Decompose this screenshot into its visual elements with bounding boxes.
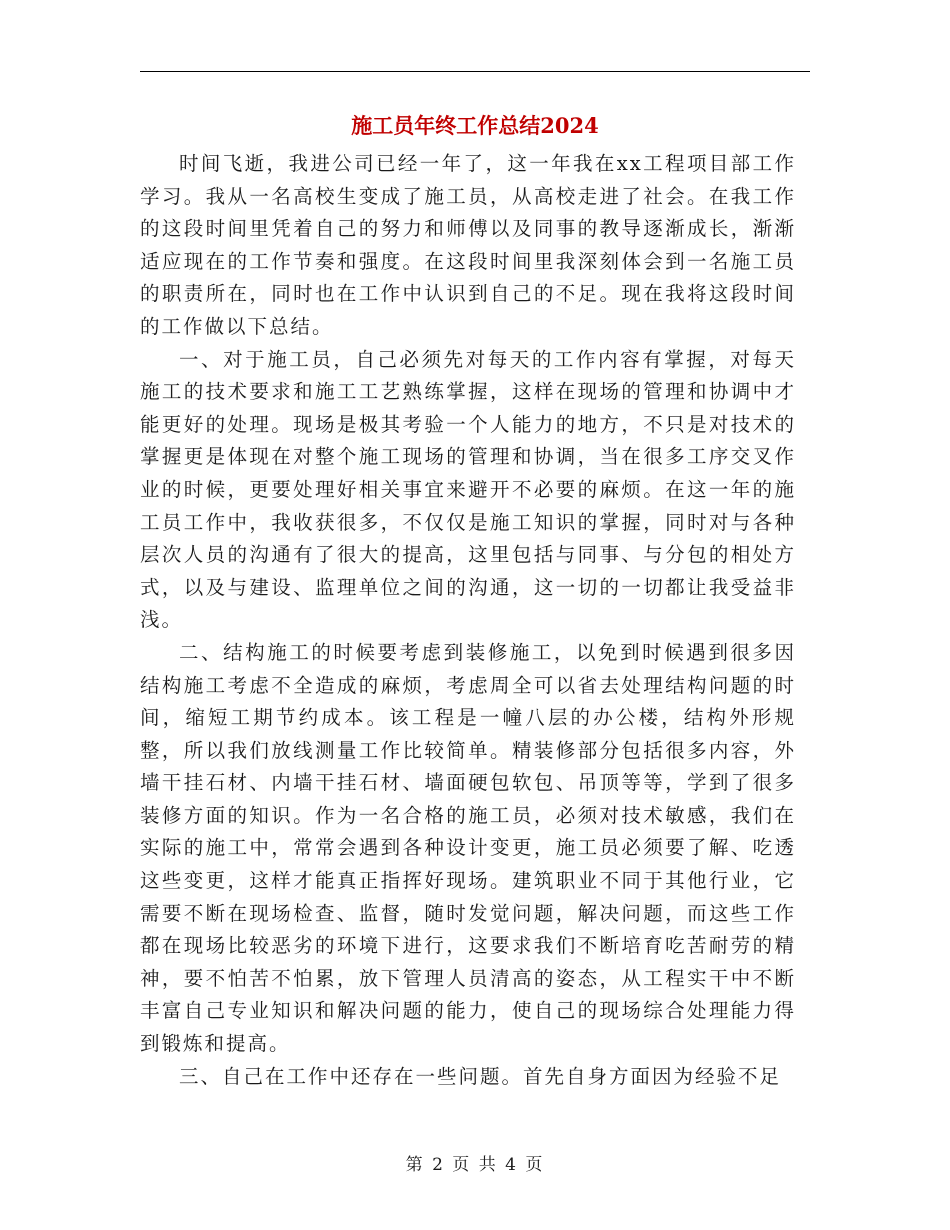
header-rule (140, 71, 810, 72)
paragraph-section-3: 三、自己在工作中还存在一些问题。首先自身方面因为经验不足 (179, 1064, 782, 1088)
paragraph-section-1: 一、对于施工员，自己必须先对每天的工作内容有掌握，对每天施工的技术要求和施工工艺熟练掌握，这样在现场的管理和协调中才能更好的处理。现场是极其考验一个人能力的地方，不只是对技术的掌握更是体现在对整个施工现场的管理和协调，当在很多工序交叉作业的时候，更要处理好相关事宜来避开不必要的麻烦。在这一年的施工员工作中，我收获很多，不仅仅是施工知识的掌握，同时对与各种层次人员的沟通有了很大的提高，这里包括与同事、与分包的相处方式，以及与建设、监理单位之间的沟通，这一切的一切都让我受益非浅。 (140, 347, 796, 632)
document-body (140, 148, 796, 1093)
paragraph-intro: 时间飞逝，我进公司已经一年了，这一年我在xx工程项目部工作学习。我从一名高校生变成了施工员，从高校走进了社会。在我工作的这段时间里凭着自己的努力和师傅以及同事的教导逐渐成长，渐渐适应现在的工作节奏和强度。在这段时间里我深刻体会到一名施工员的职责所在，同时也在工作中认识到自己的不足。现在我将这段时间的工作做以下总结。 (140, 152, 796, 338)
document-title: 施工员年终工作总结2024 (351, 113, 599, 138)
paragraph-section-2: 二、结构施工的时候要考虑到装修施工，以免到时候遇到很多因结构施工考虑不全造成的麻烦，考虑周全可以省去处理结构问题的时间，缩短工期节约成本。该工程是一幢八层的办公楼，结构外形规整，所以我们放线测量工作比较简单。精装修部分包括很多内容，外墙干挂石材、内墙干挂石材、墙面硬包软包、吊顶等等，学到了很多装修方面的知识。作为一名合格的施工员，必须对技术敏感，我们在实际的施工中，常常会遇到各种设计变更，施工员必须要了解、吃透这些变更，这样才能真正指挥好现场。建筑职业不同于其他行业，它需要不断在现场检查、监督，随时发觉问题，解决问题，而这些工作都在现场比较恶劣的环境下进行，这要求我们不断培育吃苦耐劳的精神，要不怕苦不怕累，放下管理人员清高的姿态，从工程实干中不断丰富自己专业知识和解决问题的能力，使自己的现场综合处理能力得到锻炼和提高。 (140, 640, 796, 1056)
page-number-footer: 第 2 页 共 4 页 (405, 1155, 545, 1175)
